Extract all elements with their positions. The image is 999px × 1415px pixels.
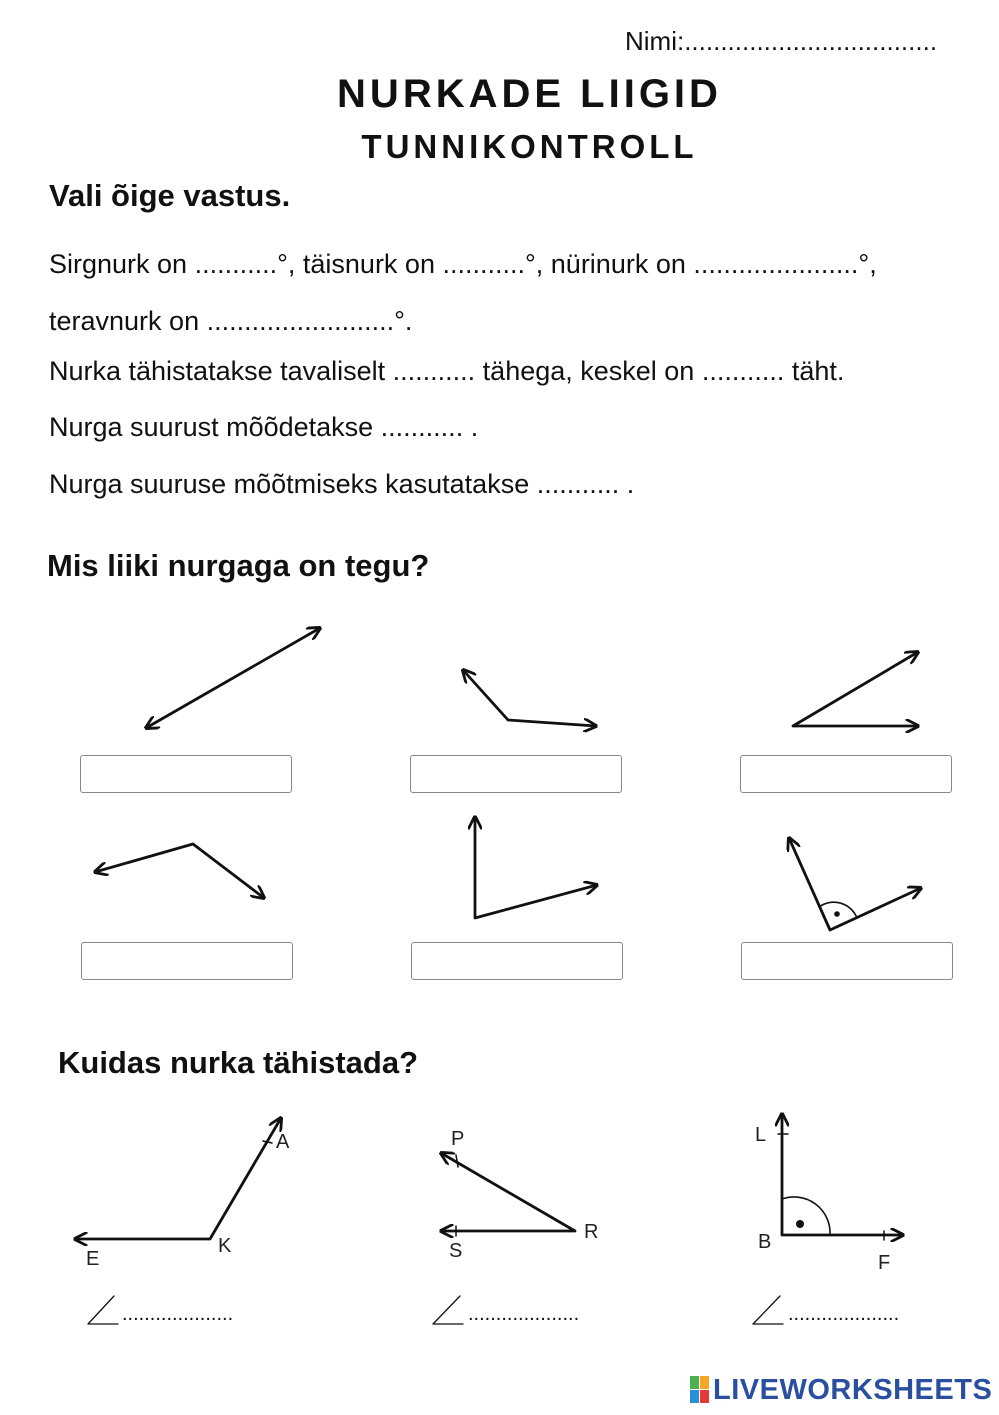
answer-box-5[interactable] [411,942,623,980]
obtuse-angle-figure-2 [95,844,264,898]
section2-heading: Mis liiki nurgaga on tegu? [47,548,430,583]
question-line: Nurga suurust mõõdetakse ........... . [49,412,479,442]
angle-symbol-icon [88,1296,118,1324]
answer-box-4[interactable] [81,942,293,980]
question-line: Sirgnurk on ...........°, täisnurk on ...........°, nürinurk on ......................°, [49,249,877,279]
section1-heading: Vali õige vastus. [49,178,291,213]
angle-answer-blank[interactable]: .................... [788,1303,900,1325]
point-label: B [758,1231,772,1253]
answer-box-3[interactable] [740,755,952,793]
obtuse-angle-figure [463,670,596,726]
liveworksheets-logo [690,1374,992,1407]
acute-angle-figure [793,652,918,726]
worksheet-subtitle: TUNNIKONTROLL [361,128,698,165]
straight-angle-figure [146,628,320,728]
point-label: A [276,1131,290,1153]
angle-LBF-figure [782,1114,903,1235]
point-label: E [86,1248,100,1270]
acute-angle-figure-2 [475,817,597,918]
angle-symbol-icon [433,1296,463,1324]
question-line: Nurga suuruse mõõtmiseks kasutatakse ........... . [49,469,635,499]
answer-box-6[interactable] [741,942,953,980]
question-line: teravnurk on .........................°. [49,306,413,336]
answer-box-2[interactable] [410,755,622,793]
angle-EKA-figure [75,1118,281,1239]
point-label: F [878,1252,891,1274]
point-label: K [218,1235,232,1257]
point-label: L [755,1124,767,1146]
angle-answer-blank[interactable]: .................... [468,1303,580,1325]
worksheet-title: NURKADE LIIGID [337,72,722,116]
name-field: Nimi:................................... [625,26,938,56]
answer-box-1[interactable] [80,755,292,793]
section3-heading: Kuidas nurka tähistada? [58,1045,419,1080]
angle-answer-blank[interactable]: .................... [122,1303,234,1325]
point-label: R [584,1221,599,1243]
angle-symbol-icon [753,1296,783,1324]
live-badge-icon [690,1376,710,1404]
question-line: Nurka tähistatakse tavaliselt ........... tähega, keskel on ........... täht. [49,356,845,386]
point-label: P [451,1128,465,1150]
right-angle-figure [789,838,921,930]
point-label: S [449,1240,463,1262]
logo-text: LIVEWORKSHEETS [713,1374,993,1406]
angle-PRS-figure [441,1153,575,1231]
